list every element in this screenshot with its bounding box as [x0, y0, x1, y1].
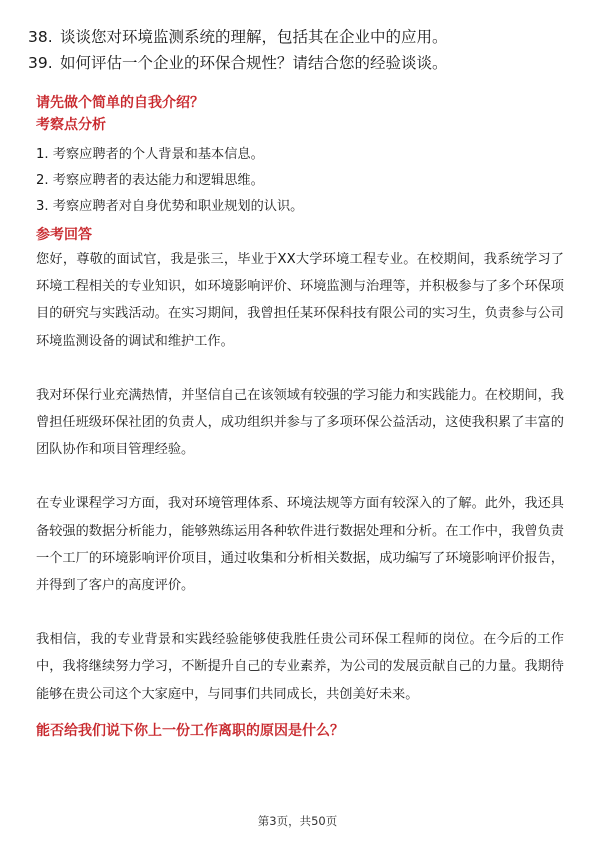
- question-item-38: [28, 24, 568, 50]
- answer-paragraph: 在专业课程学习方面，我对环境管理体系、环境法规等方面有较深入的了解。此外，我还具备较强的数据分析能力，能够熟练运用各种软件进行数据处理和分析。在工作中，我曾负责一个工厂的环境影响评价项目，通过收集和分析相关数据，成功编写了环境影响评价报告，并得到了客户的高度评价。: [36, 496, 564, 594]
- answer-heading: 参考回答: [36, 227, 92, 243]
- answer-paragraph: 我相信，我的专业背景和实践经验能够使我胜任贵公司环保工程师的岗位。在今后的工作中，我将继续努力学习，不断提升自己的专业素养，为公司的发展贡献自己的力量。我期待能够在贵公司这个大家庭中，与同事们共同成长，共创美好未来。: [36, 632, 564, 702]
- question-text: 如何评估一个企业的环保合规性？请结合您的经验谈谈。: [60, 54, 448, 72]
- analysis-points: [36, 142, 564, 220]
- question-list: [28, 24, 568, 76]
- answer-section: [36, 92, 564, 742]
- section-question-heading: 请先做个简单的自我介绍？: [36, 95, 204, 111]
- analysis-point: 1. 考察应聘者的个人背景和基本信息。: [36, 147, 264, 162]
- next-question-heading: 能否给我们说下你上一份工作离职的原因是什么？: [36, 722, 344, 739]
- question-text: 谈谈您对环境监测系统的理解，包括其在企业中的应用。: [60, 28, 448, 46]
- question-number: 38.: [28, 28, 53, 46]
- analysis-point: 3. 考察应聘者对自身优势和职业规划的认识。: [36, 199, 304, 214]
- analysis-point: 2. 考察应聘者的表达能力和逻辑思维。: [36, 173, 264, 188]
- question-number: 39.: [28, 54, 53, 72]
- question-item-39: [28, 50, 568, 76]
- analysis-heading: 考察点分析: [36, 117, 106, 133]
- page-footer: 第3页，共50页: [257, 814, 338, 828]
- answer-paragraph: 我对环保行业充满热情，并坚信自己在该领域有较强的学习能力和实践能力。在校期间，我曾担任班级环保社团的负责人，成功组织并参与了多项环保公益活动，这使我积累了丰富的团队协作和项目管理经验。: [36, 387, 564, 458]
- answer-paragraph: 您好，尊敬的面试官，我是张三，毕业于XX大学环境工程专业。在校期间，我系统学习了环境工程相关的专业知识，如环境影响评价、环境监测与治理等，并积极参与了多个环保项目的研究与实践活动。在实习期间，我曾担任某环保科技有限公司的实习生，负责参与公司环境监测设备的调试和维护工作。: [36, 252, 564, 349]
